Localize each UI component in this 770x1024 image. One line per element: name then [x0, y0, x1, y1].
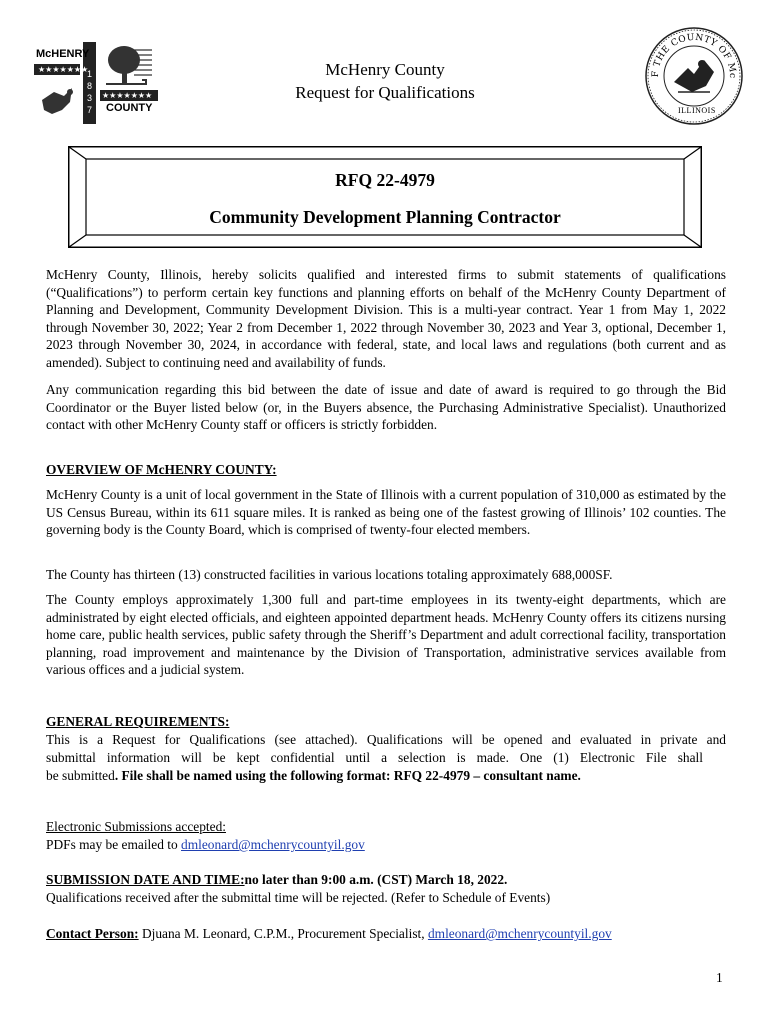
header-county: McHenry County — [325, 60, 445, 79]
general-line-2: submittal information will be kept confidential until a selection is made. One (1) Electronic File shall — [46, 750, 703, 765]
rfq-title: Community Development Planning Contractor — [209, 207, 561, 227]
seal-ring-text: F THE COUNTY OF Mc — [650, 32, 738, 79]
general-line-1: This is a Request for Qualifications (see attached). Qualifications will be opened and evaluated in private and — [46, 732, 726, 747]
header-request: Request for Qualifications — [295, 83, 475, 102]
general-heading: GENERAL REQUIREMENTS: — [46, 714, 230, 729]
mchenry-county-logo — [34, 40, 164, 126]
pdf-email-text: PDFs may be emailed to — [46, 837, 182, 852]
submission-date-label: SUBMISSION DATE AND TIME: — [46, 872, 245, 887]
county-seal — [644, 26, 744, 126]
page-number: 1 — [716, 970, 723, 985]
contact-label: Contact Person: — [46, 926, 139, 941]
logo-year-digit: 3 — [86, 93, 92, 103]
submission-date-line — [46, 871, 726, 889]
logo-year-digit: 8 — [86, 81, 92, 91]
contact-line — [46, 925, 726, 943]
submission-note: Qualifications received after the submittal time will be rejected. (Refer to Schedule of Events) — [46, 890, 551, 905]
svg-text:★★★★★★★: ★★★★★★★ — [38, 65, 89, 74]
rfq-box — [68, 146, 702, 248]
employees-paragraph: The County employs approximately 1,300 full and part-time employees in its twenty-eight departments, which are administrated by eight elected officials, and eighteen appointed department heads. McHenry County offers its citizens nursing home care, public health services, public safety through the Sheriff’s Department and adult correctional facility, transportation planning, road improvement and maintenance by the Division of Transportation, administrative services available from various offices and a judicial system. — [46, 592, 726, 678]
logo-bottom-text: COUNTY — [106, 102, 153, 114]
overview-paragraph: McHenry County is a unit of local government in the State of Illinois with a current population of 310,000 as estimated by the US Census Bureau, within its 611 square miles. It is ranked as being one of the fastest growing of Illinois’ 102 counties. The governing body is the County Board, which is comprised of twenty-four elected members. — [46, 487, 726, 538]
rfq-box-frame — [68, 146, 702, 248]
contact-name: Djuana M. Leonard, C.P.M., Procurement Specialist, — [138, 926, 428, 941]
contact-email-link[interactable]: dmleonard@mchenrycountyil.gov — [427, 926, 612, 941]
submission-email-link[interactable]: dmleonard@mchenrycountyil.gov — [181, 837, 365, 852]
logo-year-digit: 1 — [86, 69, 92, 79]
file-naming-format: . File shall be named using the following format: RFQ 22-4979 – consultant name. — [114, 768, 581, 783]
rfq-number: RFQ 22-4979 — [335, 170, 435, 190]
logo-year-digit: 7 — [86, 105, 92, 115]
logo-top-text: McHENRY — [36, 48, 90, 60]
communication-paragraph: Any communication regarding this bid between the date of issue and date of award is required to go through the Bid Coordinator or the Buyer listed below (or, in the Buyers absence, the Purchasing Administrative Specialist). Unauthorized contact with other McHenry County staff or officers is strictly forbidden. — [46, 382, 726, 433]
electronic-submissions-label: Electronic Submissions accepted: — [46, 819, 226, 834]
general-line-3 — [46, 767, 726, 785]
seal-bottom-text: ILLINOIS — [678, 106, 716, 115]
logo-year — [84, 68, 95, 116]
overview-heading: OVERVIEW OF McHENRY COUNTY: — [46, 462, 277, 477]
intro-paragraph: McHenry County, Illinois, hereby solicits qualified and interested firms to submit statements of qualifications (“Qualifications”) to perform certain key functions and planning efforts on behalf of the McHenry County Department of Planning and Development, Community Development Division. This is a multi-year contract. Year 1 from May 1, 2022 through November 30, 2022; Year 2 from December 1, 2022 through November 30, 2023 and Year 3, optional, December 1, 2023 through November 30, 2024, in accordance with federal, state, and local laws and regulations (both current and as amended). Subject to continuing need and availability of funds. — [46, 267, 726, 370]
general-line-3-start: be submitted — [46, 768, 115, 783]
submission-date-value: no later than 9:00 a.m. (CST) March 18, 2022. — [244, 872, 508, 887]
svg-text:★★★★★★★: ★★★★★★★ — [102, 91, 153, 100]
facilities-paragraph: The County has thirteen (13) constructed facilities in various locations totaling approximately 688,000SF. — [46, 567, 613, 582]
electronic-submissions-text — [46, 836, 726, 854]
